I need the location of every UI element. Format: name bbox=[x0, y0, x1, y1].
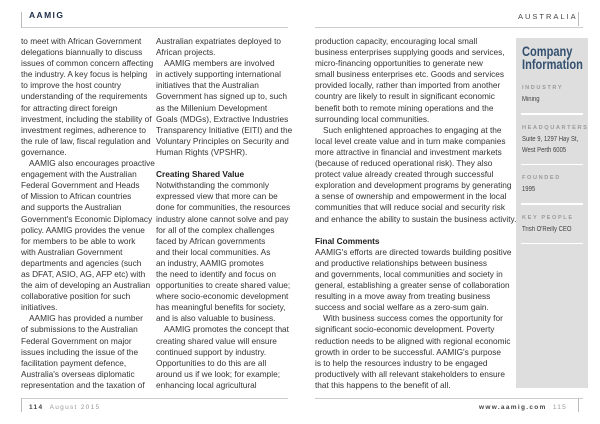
text-line: benefit both to remote mining operations and the bbox=[315, 102, 494, 113]
section-heading: Final Comments bbox=[315, 235, 380, 246]
text-line: investment regimes, adherence to bbox=[21, 124, 146, 135]
text-line: departments and agencies (such bbox=[21, 257, 142, 268]
text-line: of submissions to the Australian bbox=[21, 324, 138, 335]
article-column-2 bbox=[156, 36, 292, 391]
text-line: AAMIG also encourages proactive bbox=[29, 158, 155, 169]
header-rule-left bbox=[22, 27, 288, 28]
field-label: FOUNDED bbox=[522, 175, 561, 181]
text-line: general, establishing a greater sense of collaboration bbox=[315, 280, 510, 291]
text-line: success and social welfare as a zero-sum gain. bbox=[315, 302, 489, 313]
text-line: With business success comes the opportunity for bbox=[323, 313, 503, 324]
text-line: investment, including the stability of bbox=[21, 113, 152, 124]
footer-left bbox=[29, 404, 100, 411]
page-number-left: 114 bbox=[29, 404, 44, 411]
text-line: provided locally, rather than imported from another bbox=[315, 80, 501, 91]
text-line: Australian expatriates deployed to bbox=[156, 36, 281, 46]
text-line: faced by African governments bbox=[156, 235, 266, 246]
text-line: and their local communities. As bbox=[156, 246, 271, 257]
header-rule-right bbox=[315, 27, 583, 28]
text-line: small business enterprises etc. Goods and services bbox=[315, 69, 505, 80]
footer-rule-left bbox=[22, 398, 288, 399]
field-value bbox=[522, 94, 573, 105]
text-line: communities that will reduce social and security risk bbox=[315, 202, 505, 213]
article-column-3 bbox=[315, 36, 516, 391]
text-line: opportunities to create shared value; bbox=[156, 280, 291, 291]
text-line: issues including the issue of the bbox=[21, 346, 139, 357]
field-value bbox=[522, 184, 573, 195]
text-line: resulting in a move away from treating business bbox=[315, 291, 491, 302]
text-line: (because of reduced operational risk). They also bbox=[315, 158, 493, 169]
header-right-bar bbox=[578, 12, 579, 26]
text-line: collaborative position for such bbox=[21, 291, 131, 302]
text-line: Federal Government on major bbox=[21, 335, 132, 346]
text-line: for members to be able to work bbox=[21, 235, 136, 246]
website-url: www.aamig.com bbox=[479, 404, 547, 411]
field-value-line: 1995 bbox=[522, 186, 536, 193]
section-heading: Creating Shared Value bbox=[156, 169, 245, 180]
text-line: as the Millenium Development bbox=[156, 102, 268, 113]
text-line: and supports the Australian bbox=[21, 202, 122, 213]
text-line: as DFAT, ASIO, AG, AFP etc) with bbox=[21, 268, 146, 279]
text-line: surrounding local communities. bbox=[315, 113, 430, 124]
text-line: with Australian Government bbox=[21, 246, 123, 257]
text-line: productively with all relevant stakeholders to ensure bbox=[315, 368, 506, 379]
text-line: done for communities, the resources bbox=[156, 202, 291, 213]
text-line: production capacity, encouraging local small bbox=[315, 36, 478, 46]
text-line: in actively supporting international bbox=[156, 69, 281, 80]
sidebar-title-line: Information bbox=[522, 57, 583, 72]
footer-right-bar bbox=[578, 398, 579, 412]
text-line: expressed view that more can be bbox=[156, 191, 278, 202]
section-header: AUSTRALIA bbox=[518, 12, 578, 21]
field-divider bbox=[521, 203, 583, 205]
field-value-line: Trish O'Reilly CEO bbox=[522, 225, 572, 233]
field-label: KEY PEOPLE bbox=[522, 214, 574, 221]
text-line: and enhance the ability to sustain the business activity. bbox=[315, 213, 517, 224]
text-line: Human Rights (VPSHR). bbox=[156, 146, 248, 157]
sidebar-fields bbox=[522, 85, 589, 244]
text-line: that this happens to the benefit of all. bbox=[315, 379, 451, 390]
text-line: representation and the taxation of bbox=[21, 379, 145, 390]
brand-header: AAMIG bbox=[29, 10, 65, 20]
text-line: reduction needs to be aligned with regional economic bbox=[315, 335, 511, 346]
footer-rule-right bbox=[315, 398, 583, 399]
text-line: initiatives that the Australian bbox=[156, 80, 259, 91]
text-line: Opportunities to do this are all bbox=[156, 357, 267, 368]
sidebar-title-line: Company bbox=[522, 44, 573, 59]
footer-left-bar bbox=[21, 398, 22, 412]
spacer bbox=[315, 225, 516, 236]
text-line: Notwithstanding the commonly bbox=[156, 180, 269, 191]
text-line: growth in order to be successful. AAMIG's purpose bbox=[315, 346, 502, 357]
text-line: local level create value and in turn make companies bbox=[315, 135, 506, 146]
text-line: industry alone cannot solve and pay bbox=[156, 213, 289, 224]
text-line: a sense of ownership and empowerment in the local bbox=[315, 191, 507, 202]
text-line: issues of common concern affecting bbox=[21, 58, 154, 69]
text-line: creating shared value will ensure bbox=[156, 335, 277, 346]
text-line: AAMIG promotes the concept that bbox=[164, 324, 289, 335]
text-line: for attracting direct foreign bbox=[21, 102, 118, 113]
text-line: African projects. bbox=[156, 47, 216, 58]
text-line: is to help the resources industry to be engaged bbox=[315, 357, 488, 368]
text-line: understanding of the requirements bbox=[21, 91, 148, 102]
field-value-line: West Perth 6005 bbox=[522, 146, 567, 154]
text-line: for all of the complex challenges bbox=[156, 224, 275, 235]
text-line: country are likely to result in significant economic bbox=[315, 91, 495, 102]
text-line: initiatives. bbox=[21, 302, 58, 313]
text-line: to improve the host country bbox=[21, 80, 122, 91]
sidebar-title bbox=[522, 44, 583, 72]
text-line: continued support by industry. bbox=[156, 346, 267, 357]
text-line: an industry, AAMIG promotes bbox=[156, 257, 264, 268]
text-line: governance. bbox=[21, 146, 67, 157]
text-line: AAMIG members are involved bbox=[164, 58, 275, 69]
footer-right bbox=[479, 404, 567, 411]
page-number-right: 115 bbox=[552, 404, 568, 411]
text-line: the aim of developing an Australian bbox=[21, 280, 151, 291]
text-line: where socio-economic development bbox=[156, 291, 289, 302]
text-line: Government's Economic Diplomacy bbox=[21, 213, 153, 224]
text-line: AAMIG has provided a number bbox=[29, 313, 143, 324]
field-divider bbox=[521, 164, 583, 166]
text-line: micro-financing opportunities to generate new bbox=[315, 58, 483, 69]
text-line: protect value already created through successful bbox=[315, 169, 494, 180]
field-value bbox=[522, 134, 579, 156]
text-line: has meaningful benefits for society, bbox=[156, 302, 286, 313]
text-line: Australia's overseas diplomatic bbox=[21, 368, 135, 379]
field-value-line: Suite 9, 1297 Hay St, bbox=[522, 135, 579, 143]
text-line: the rule of law, fiscal regulation and bbox=[21, 135, 151, 146]
text-line: policy. AAMIG provides the venue bbox=[21, 224, 145, 235]
text-line: Transparency Initiative (EITI) and the bbox=[156, 124, 293, 135]
text-line: engagement with the Australian bbox=[21, 169, 137, 180]
text-line: the need to identify and focus on bbox=[156, 268, 276, 279]
text-line: business enterprises supplying goods and services, bbox=[315, 47, 505, 58]
text-line: Voluntary Principles on Security and bbox=[156, 135, 289, 146]
article-column-1 bbox=[21, 36, 155, 391]
text-line: Such enlightened approaches to engaging at the bbox=[323, 124, 502, 135]
company-info-sidebar bbox=[516, 38, 588, 388]
text-line: around us if we look; for example; bbox=[156, 368, 281, 379]
text-line: Government has signed up to, such bbox=[156, 91, 287, 102]
text-line: significant socio-economic development. Poverty bbox=[315, 324, 495, 335]
field-value-line: Mining bbox=[522, 96, 540, 103]
text-line: facilitation payment defence, bbox=[21, 357, 127, 368]
field-label: HEADQUARTERS bbox=[522, 124, 589, 131]
text-line: more attractive in financial and investment markets bbox=[315, 146, 502, 157]
field-label: INDUSTRY bbox=[522, 85, 564, 91]
text-line: of Mission to African countries bbox=[21, 191, 132, 202]
text-line: delegations biannually to discuss bbox=[21, 47, 143, 58]
text-line: and governments, local communities and society in bbox=[315, 268, 503, 279]
field-divider bbox=[521, 113, 583, 115]
field-value bbox=[522, 224, 573, 235]
issue-date: August 2015 bbox=[49, 404, 101, 411]
text-line: AAMIG's efforts are directed towards building positive bbox=[315, 246, 512, 257]
text-line: Goals (MDGs), Extractive Industries bbox=[156, 113, 289, 124]
header-left-bar bbox=[21, 12, 22, 28]
text-line: to meet with African Government bbox=[21, 36, 142, 46]
text-line: and is also valuable to business. bbox=[156, 313, 276, 324]
text-line: exploration and development programs by generating bbox=[315, 180, 512, 191]
text-line: the industry. A key focus is helping bbox=[21, 69, 148, 80]
text-line: and productive relationships between business bbox=[315, 257, 488, 268]
text-line: enhancing local agricultural bbox=[156, 379, 257, 390]
text-line: Federal Government and Heads bbox=[21, 180, 140, 191]
spacer bbox=[156, 158, 292, 169]
field-divider bbox=[521, 243, 583, 245]
